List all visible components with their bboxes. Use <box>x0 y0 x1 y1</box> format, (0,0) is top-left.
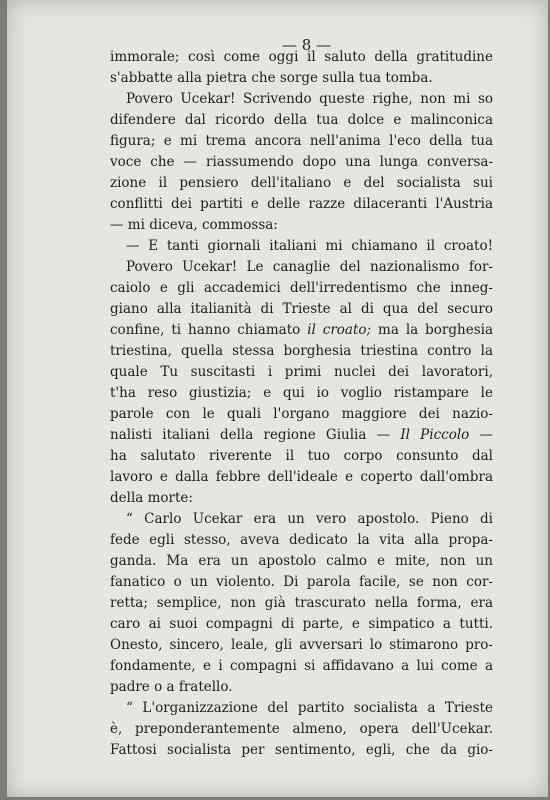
text-line: triestina, quella stessa borghesia triestina contro la <box>110 343 493 359</box>
text-line <box>110 425 493 446</box>
text-line: — mi diceva, commossa: <box>110 217 278 233</box>
book-page <box>7 0 548 797</box>
text-line: “ L'organizzazione del partito socialista a Trieste <box>126 700 493 716</box>
text-line: retta; semplice, non già trascurato nella forma, era <box>110 595 493 611</box>
text-line: Povero Ucekar! Le canaglie del nazionalismo for- <box>126 259 493 275</box>
text-line: giano alla italianità di Trieste al di qua del securo <box>110 301 493 317</box>
text-line: parole con le quali l'organo maggiore dei nazio- <box>110 406 493 422</box>
text-line: s'abbatte alla pietra che sorge sulla tua tomba. <box>110 70 433 86</box>
text-line: Fattosi socialista per sentimento, egli, che da gio- <box>110 742 493 758</box>
text-line: “ Carlo Ucekar era un vero apostolo. Pieno di <box>126 511 493 527</box>
text-span: nalisti italiani della regione Giulia — <box>110 427 401 443</box>
italic-text: il croato; <box>307 322 372 338</box>
text-line: quale Tu suscitasti i primi nuclei dei lavoratori, <box>110 364 493 380</box>
text-line: immorale; così come oggi il saluto della gratitudine <box>110 49 493 65</box>
text-line: Onesto, sincero, leale, gli avversari lo stimarono pro- <box>110 637 493 653</box>
text-line: della morte: <box>110 490 193 506</box>
text-line: — E tanti giornali italiani mi chiamano il croato! <box>126 238 493 254</box>
text-span: ma la borghesia <box>371 322 493 338</box>
text-line: ganda. Ma era un apostolo calmo e mite, non un <box>110 553 493 569</box>
text-line: caro ai suoi compagni di parte, e simpatico a tutti. <box>110 616 493 632</box>
text-span: confine, ti hanno chiamato <box>110 322 308 338</box>
text-line: fede egli stesso, aveva dedicato la vita alla propa- <box>110 532 493 548</box>
text-line: è, preponderantemente almeno, opera dell'Ucekar. <box>110 721 493 737</box>
text-line: figura; e mi trema ancora nell'anima l'eco della tua <box>110 133 493 149</box>
text-line: lavoro e dalla febbre dell'ideale e coperto dall'ombra <box>110 469 493 485</box>
text-line: conflitti dei partiti e delle razze dilaceranti l'Austria <box>110 196 493 212</box>
page-number: — 8 — <box>281 36 332 54</box>
text-line: zione il pensiero dell'italiano e del socialista sui <box>110 175 493 191</box>
text-line: difendere dal ricordo della tua dolce e malinconica <box>110 112 493 128</box>
text-line: fondamente, e i compagni si affidavano a lui come a <box>110 658 493 674</box>
text-line: t'ha reso giustizia; e qui io voglio ristampare le <box>110 385 493 401</box>
text-line: ha salutato riverente il tuo corpo consunto dal <box>110 448 493 464</box>
text-line: fanatico o un violento. Di parola facile, se non cor- <box>110 574 493 590</box>
text-line: voce che — riassumendo dopo una lunga conversa- <box>110 154 493 170</box>
text-line: Povero Ucekar! Scrivendo queste righe, non mi so <box>126 91 493 107</box>
text-span: — <box>469 427 493 443</box>
text-line <box>110 320 493 341</box>
italic-text: Il Piccolo <box>400 427 470 443</box>
text-line: caiolo e gli accademici dell'irredentismo che inneg- <box>110 280 493 296</box>
body-text <box>110 47 493 761</box>
text-line: padre o a fratello. <box>110 679 233 695</box>
